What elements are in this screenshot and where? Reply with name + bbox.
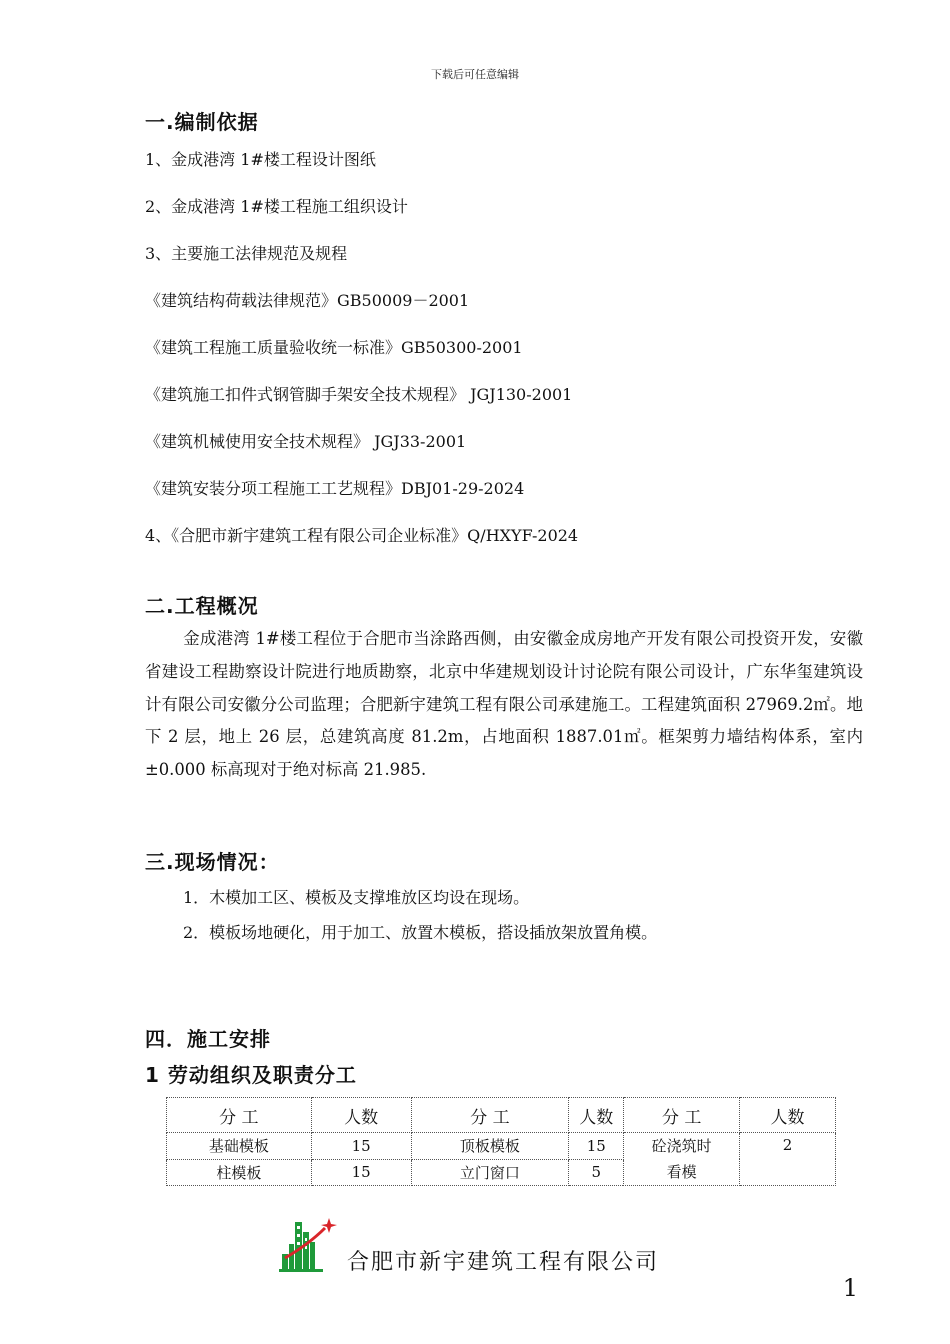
labor-organization-subtitle: 1 劳动组织及职责分工	[145, 1063, 357, 1087]
project-overview-paragraph	[145, 623, 863, 787]
table-header-cell: 分 工	[624, 1098, 740, 1133]
merged-task-label: 砼浇筑时看模	[651, 1137, 712, 1181]
section-2-title: 二.工程概况	[145, 594, 259, 618]
standard-load-code: 《建筑结构荷载法律规范》GB50009－2001	[145, 291, 470, 310]
table-cell: 15	[569, 1133, 624, 1160]
standard-machinery-safety: 《建筑机械使用安全技术规程》 JGJ33-2001	[145, 432, 467, 451]
standard-installation-process: 《建筑安装分项工程施工工艺规程》DBJ01-29-2024	[145, 479, 525, 498]
project-overview-text: 金成港湾 1#楼工程位于合肥市当涂路西侧，由安徽金成房地产开发有限公司投资开发，安徽省建设工程勘察设计院进行地质勘察，北京中华建规划设计讨论院有限公司设计，广东华玺建筑设计有限公司安徽分公司监理；合肥新宇建筑工程有限公司承建施工。工程建筑面积 27969.2㎡。地下 2 层，地上 26 层，总建筑高度 81.2m，占地面积 1887.01㎡。框架剪力墙结构体系，室内±0.000 标高现对于绝对标高 21.985.	[145, 629, 863, 780]
table-cell: 15	[311, 1159, 411, 1186]
table-header-cell: 人数	[311, 1098, 411, 1133]
section-3-title: 三.现场情况：	[145, 850, 280, 874]
header-note: 下载后可任意编辑	[431, 68, 519, 81]
section-1-title: 一.编制依据	[145, 110, 259, 134]
merged-task-cell	[624, 1133, 740, 1186]
basis-item-3: 3、主要施工法律规范及规程	[145, 244, 348, 263]
labor-table	[166, 1097, 836, 1186]
page-number: 1	[842, 1274, 858, 1302]
table-cell: 基础模板	[167, 1133, 312, 1160]
table-cell: 15	[311, 1133, 411, 1160]
basis-item-1: 1、金成港湾 1#楼工程设计图纸	[145, 150, 376, 169]
standard-scaffold-safety: 《建筑施工扣件式钢管脚手架安全技术规程》 JGJ130-2001	[145, 385, 573, 404]
company-name: 合肥市新宇建筑工程有限公司	[347, 1250, 660, 1275]
site-item-1: 1．木模加工区、模板及支撑堆放区均设在现场。	[183, 888, 530, 907]
table-cell: 顶板模板	[411, 1133, 569, 1160]
basis-item-2: 2、金成港湾 1#楼工程施工组织设计	[145, 197, 408, 216]
company-logo-icon	[279, 1214, 341, 1272]
section-4-title: 四．施工安排	[145, 1027, 271, 1051]
site-item-2: 2．模板场地硬化，用于加工、放置木模板，搭设插放架放置角模。	[183, 923, 658, 942]
standard-quality-acceptance: 《建筑工程施工质量验收统一标准》GB50300-2001	[145, 338, 523, 357]
basis-item-4: 4、《合肥市新宇建筑工程有限公司企业标准》Q/HXYF-2024	[145, 526, 579, 545]
table-cell: 柱模板	[167, 1159, 312, 1186]
table-header-cell: 人数	[740, 1098, 836, 1133]
table-header-cell: 人数	[569, 1098, 624, 1133]
table-header-cell: 分 工	[167, 1098, 312, 1133]
table-row	[167, 1133, 836, 1160]
table-header-row	[167, 1098, 836, 1133]
merged-count-cell: 2	[740, 1133, 836, 1186]
table-header-cell: 分 工	[411, 1098, 569, 1133]
table-cell: 立门窗口	[411, 1159, 569, 1186]
table-cell: 5	[569, 1159, 624, 1186]
